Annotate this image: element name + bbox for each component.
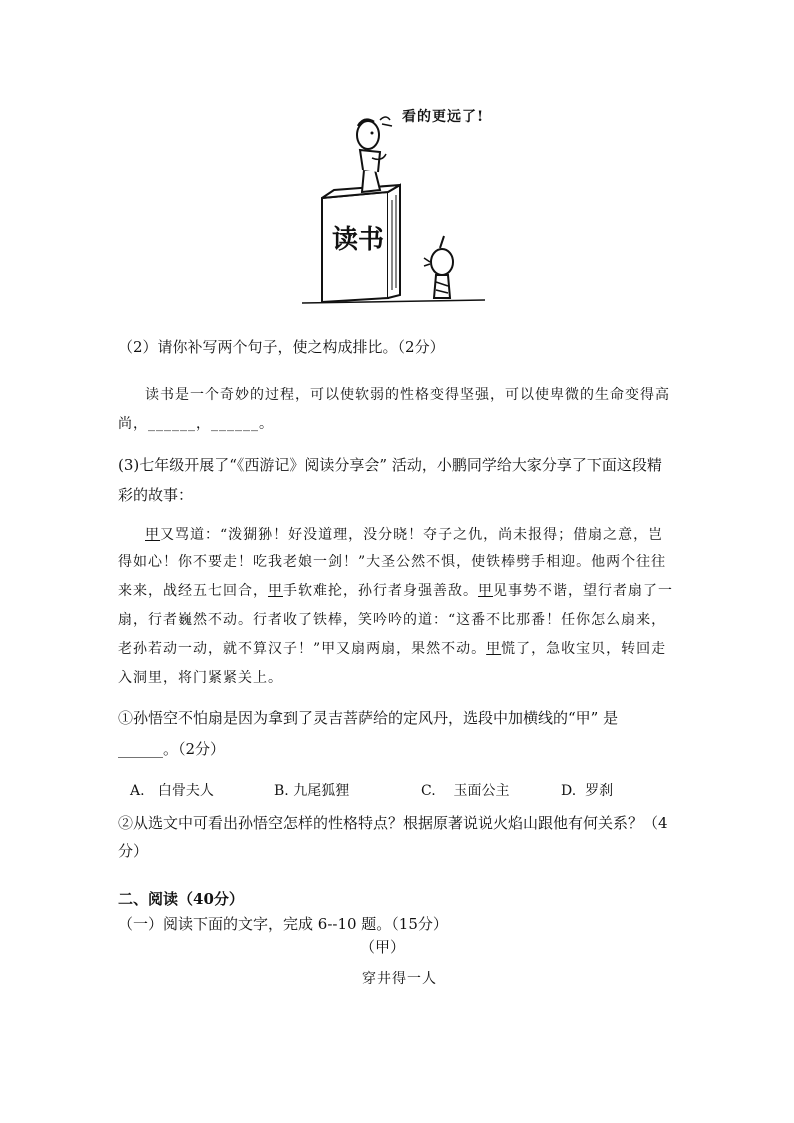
article-title: 穿井得一人 (362, 971, 437, 987)
underlined-jia: 甲 (478, 583, 493, 599)
passage-line-3 (118, 580, 673, 600)
underlined-jia: 甲 (486, 641, 502, 657)
passage-line-5 (118, 638, 666, 658)
passage-line-1 (145, 524, 663, 544)
option-letter: B. (274, 783, 289, 799)
option-c[interactable] (421, 780, 509, 800)
q2-prompt: （2）请你补写两个句子，使之构成排比。（2分） (118, 338, 445, 356)
sub2-line2: 分） (118, 842, 149, 860)
underlined-jia: 甲 (268, 583, 283, 599)
section-heading: 二、阅读（40分） (118, 890, 244, 908)
q2-line1: 读书是一个奇妙的过程，可以使软弱的性格变得坚强，可以使卑微的生命变得高 (145, 387, 670, 403)
option-letter: C. (421, 783, 436, 799)
option-letter: A. (130, 783, 145, 799)
q2-line2: 尚，______，______。 (118, 416, 274, 432)
passage-text: 慌了，急收宝贝，转回走 (501, 641, 667, 657)
passage-line-2: 得如心！你不要走！吃我老娘一剑！”大圣公然不惧，使铁棒劈手相迎。他两个往往 (118, 554, 667, 570)
option-a[interactable] (130, 780, 214, 800)
passage-text: 又骂道：“泼猢狲！好没道理，没分晓！夺子之仇，尚未报得；借扇之意，岂 (160, 527, 664, 543)
q3-intro-line2: 彩的故事： (118, 486, 194, 504)
option-letter: D. (561, 783, 577, 799)
passage-text: 见事势不谐，望行者扇了一 (493, 583, 673, 599)
passage-jia-label: （甲） (360, 938, 406, 956)
passage-text: 手软难抡，孙行者身强善敌。 (283, 583, 478, 599)
section-subheading: （一）阅读下面的文字，完成 6--10 题。（15分） (118, 915, 448, 933)
passage-text: 来来，战经五七回合， (118, 583, 268, 599)
option-b[interactable] (274, 780, 349, 800)
underlined-jia: 甲 (145, 527, 160, 543)
option-d[interactable] (561, 780, 613, 800)
passage-line-4: 扇，行者巍然不动。行者收了铁棒，笑吟吟的道：“这番不比那番！任你怎么扇来， (118, 612, 667, 628)
sub1-line2: ______。（2分） (118, 740, 226, 758)
passage-text: 老孙若动一动，就不算汉子！”甲又扇两扇，果然不动。 (118, 641, 487, 657)
option-text: 罗刹 (585, 783, 614, 799)
option-text: 九尾狐狸 (293, 783, 350, 799)
sub2-line1: ②从选文中可看出孙悟空怎样的性格特点？根据原著说说火焰山跟他有何关系？（4 (118, 814, 668, 832)
option-text: 白骨夫人 (157, 783, 214, 799)
sub1-line1: ①孙悟空不怕扇是因为拿到了灵吉菩萨给的定风丹，选段中加横线的“甲” 是 (118, 709, 619, 727)
option-text: 玉面公主 (453, 783, 510, 799)
passage-line-6: 入洞里，将门紧紧关上。 (118, 670, 283, 686)
q3-intro-line1: (3)七年级开展了“《西游记》阅读分享会” 活动，小鹏同学给大家分享了下面这段精 (118, 456, 662, 474)
book-label: 读书 (332, 225, 385, 255)
speech-bubble-text: 看的更远了! (402, 109, 485, 125)
reading-cartoon (300, 100, 500, 310)
